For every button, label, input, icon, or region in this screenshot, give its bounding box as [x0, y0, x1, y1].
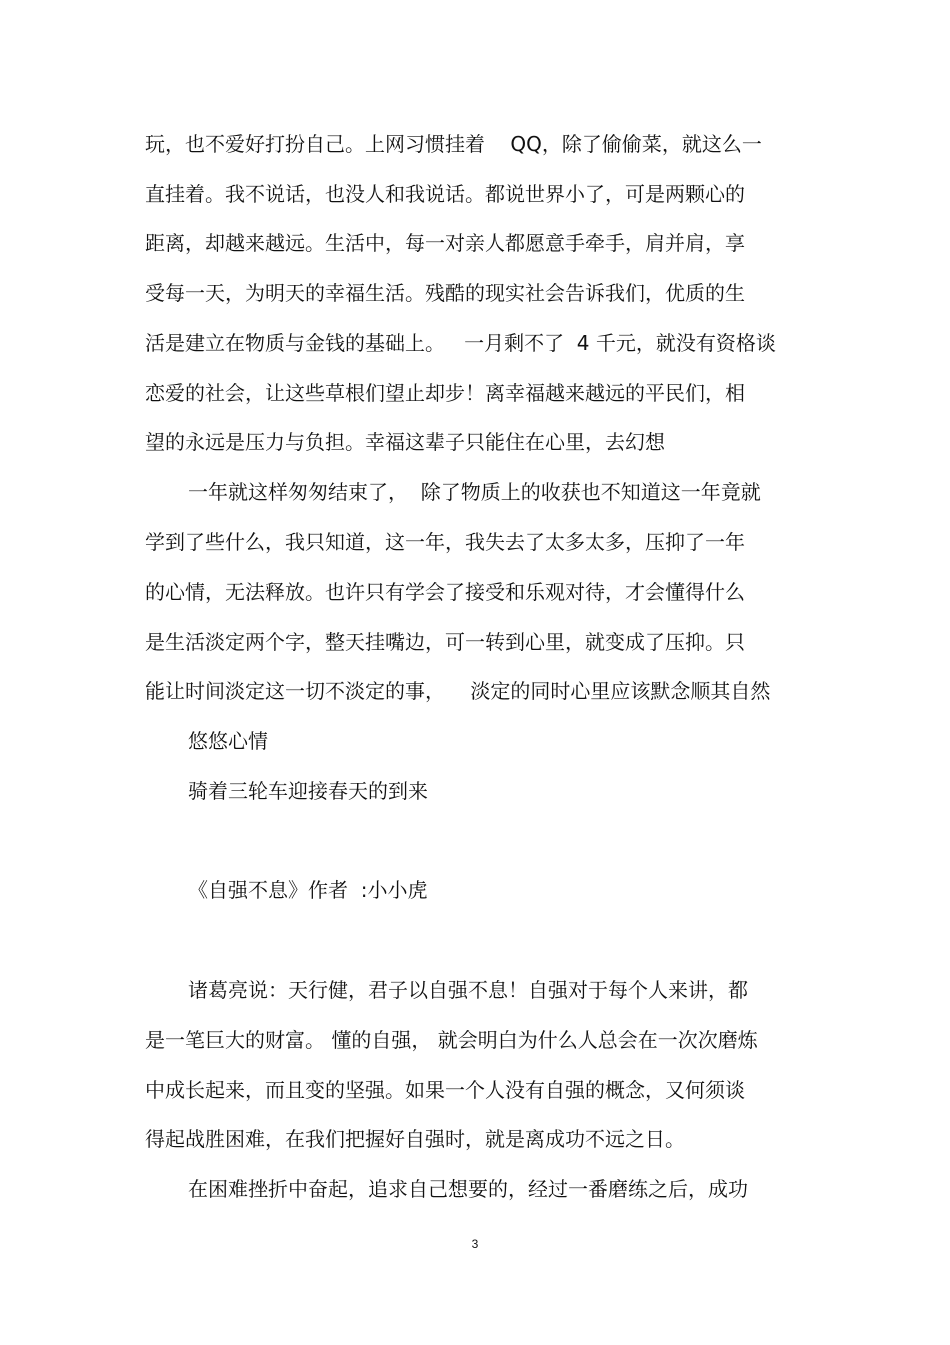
paragraph-2-line-4: 是生活淡定两个字，整天挂嘴边，可一转到心里，就变成了压抑。只 [145, 630, 745, 654]
paragraph-1-line-5: 活是建立在物质与金钱的基础上。 一月剩不了 4 千元，就没有资格谈 [145, 331, 776, 355]
paragraph-4-line-1: 在困难挫折中奋起，追求自己想要的，经过一番磨练之后，成功 [188, 1177, 748, 1201]
paragraph-1-line-2: 直挂着。我不说话，也没人和我说话。都说世界小了，可是两颗心的 [145, 182, 745, 206]
paragraph-1-line-4: 受每一天，为明天的幸福生活。残酷的现实社会告诉我们，优质的生 [145, 281, 745, 305]
paragraph-2-line-3: 的心情，无法释放。也许只有学会了接受和乐观对待，才会懂得什么 [145, 580, 745, 604]
paragraph-1-line-7: 望的永远是压力与负担。幸福这辈子只能住在心里，去幻想 [145, 430, 665, 454]
paragraph-1-line-6: 恋爱的社会，让这些草根们望止却步！离幸福越来越远的平民们，相 [145, 381, 745, 405]
paragraph-2-line-1: 一年就这样匆匆结束了， 除了物质上的收获也不知道这一年竟就 [188, 480, 761, 504]
page-number: 3 [471, 1237, 479, 1251]
paragraph-1-line-3: 距离，却越来越远。生活中，每一对亲人都愿意手牵手，肩并肩，享 [145, 231, 745, 255]
paragraph-3-line-3: 中成长起来，而且变的坚强。如果一个人没有自强的概念，又何须谈 [145, 1078, 745, 1102]
paragraph-3-line-1: 诸葛亮说：天行健，君子以自强不息！自强对于每个人来讲，都 [188, 978, 748, 1002]
paragraph-3-line-4: 得起战胜困难，在我们把握好自强时，就是离成功不远之日。 [145, 1127, 685, 1151]
paragraph-1-line-1: 玩，也不爱好打扮自己。上网习惯挂着 QQ，除了偷偷菜，就这么一 [145, 132, 762, 156]
paragraph-2-line-5: 能让时间淡定这一切不淡定的事， 淡定的同时心里应该默念顺其自然 [145, 679, 771, 703]
paragraph-3-line-2: 是一笔巨大的财富。 懂的自强， 就会明白为什么人总会在一次次磨炼 [145, 1028, 758, 1052]
signature-line-2: 骑着三轮车迎接春天的到来 [188, 779, 428, 803]
signature-line-1: 悠悠心情 [188, 729, 268, 753]
paragraph-2-line-2: 学到了些什么，我只知道，这一年，我失去了太多太多，压抑了一年 [145, 530, 745, 554]
article-title: 《自强不息》作者 :小小虎 [188, 878, 428, 902]
